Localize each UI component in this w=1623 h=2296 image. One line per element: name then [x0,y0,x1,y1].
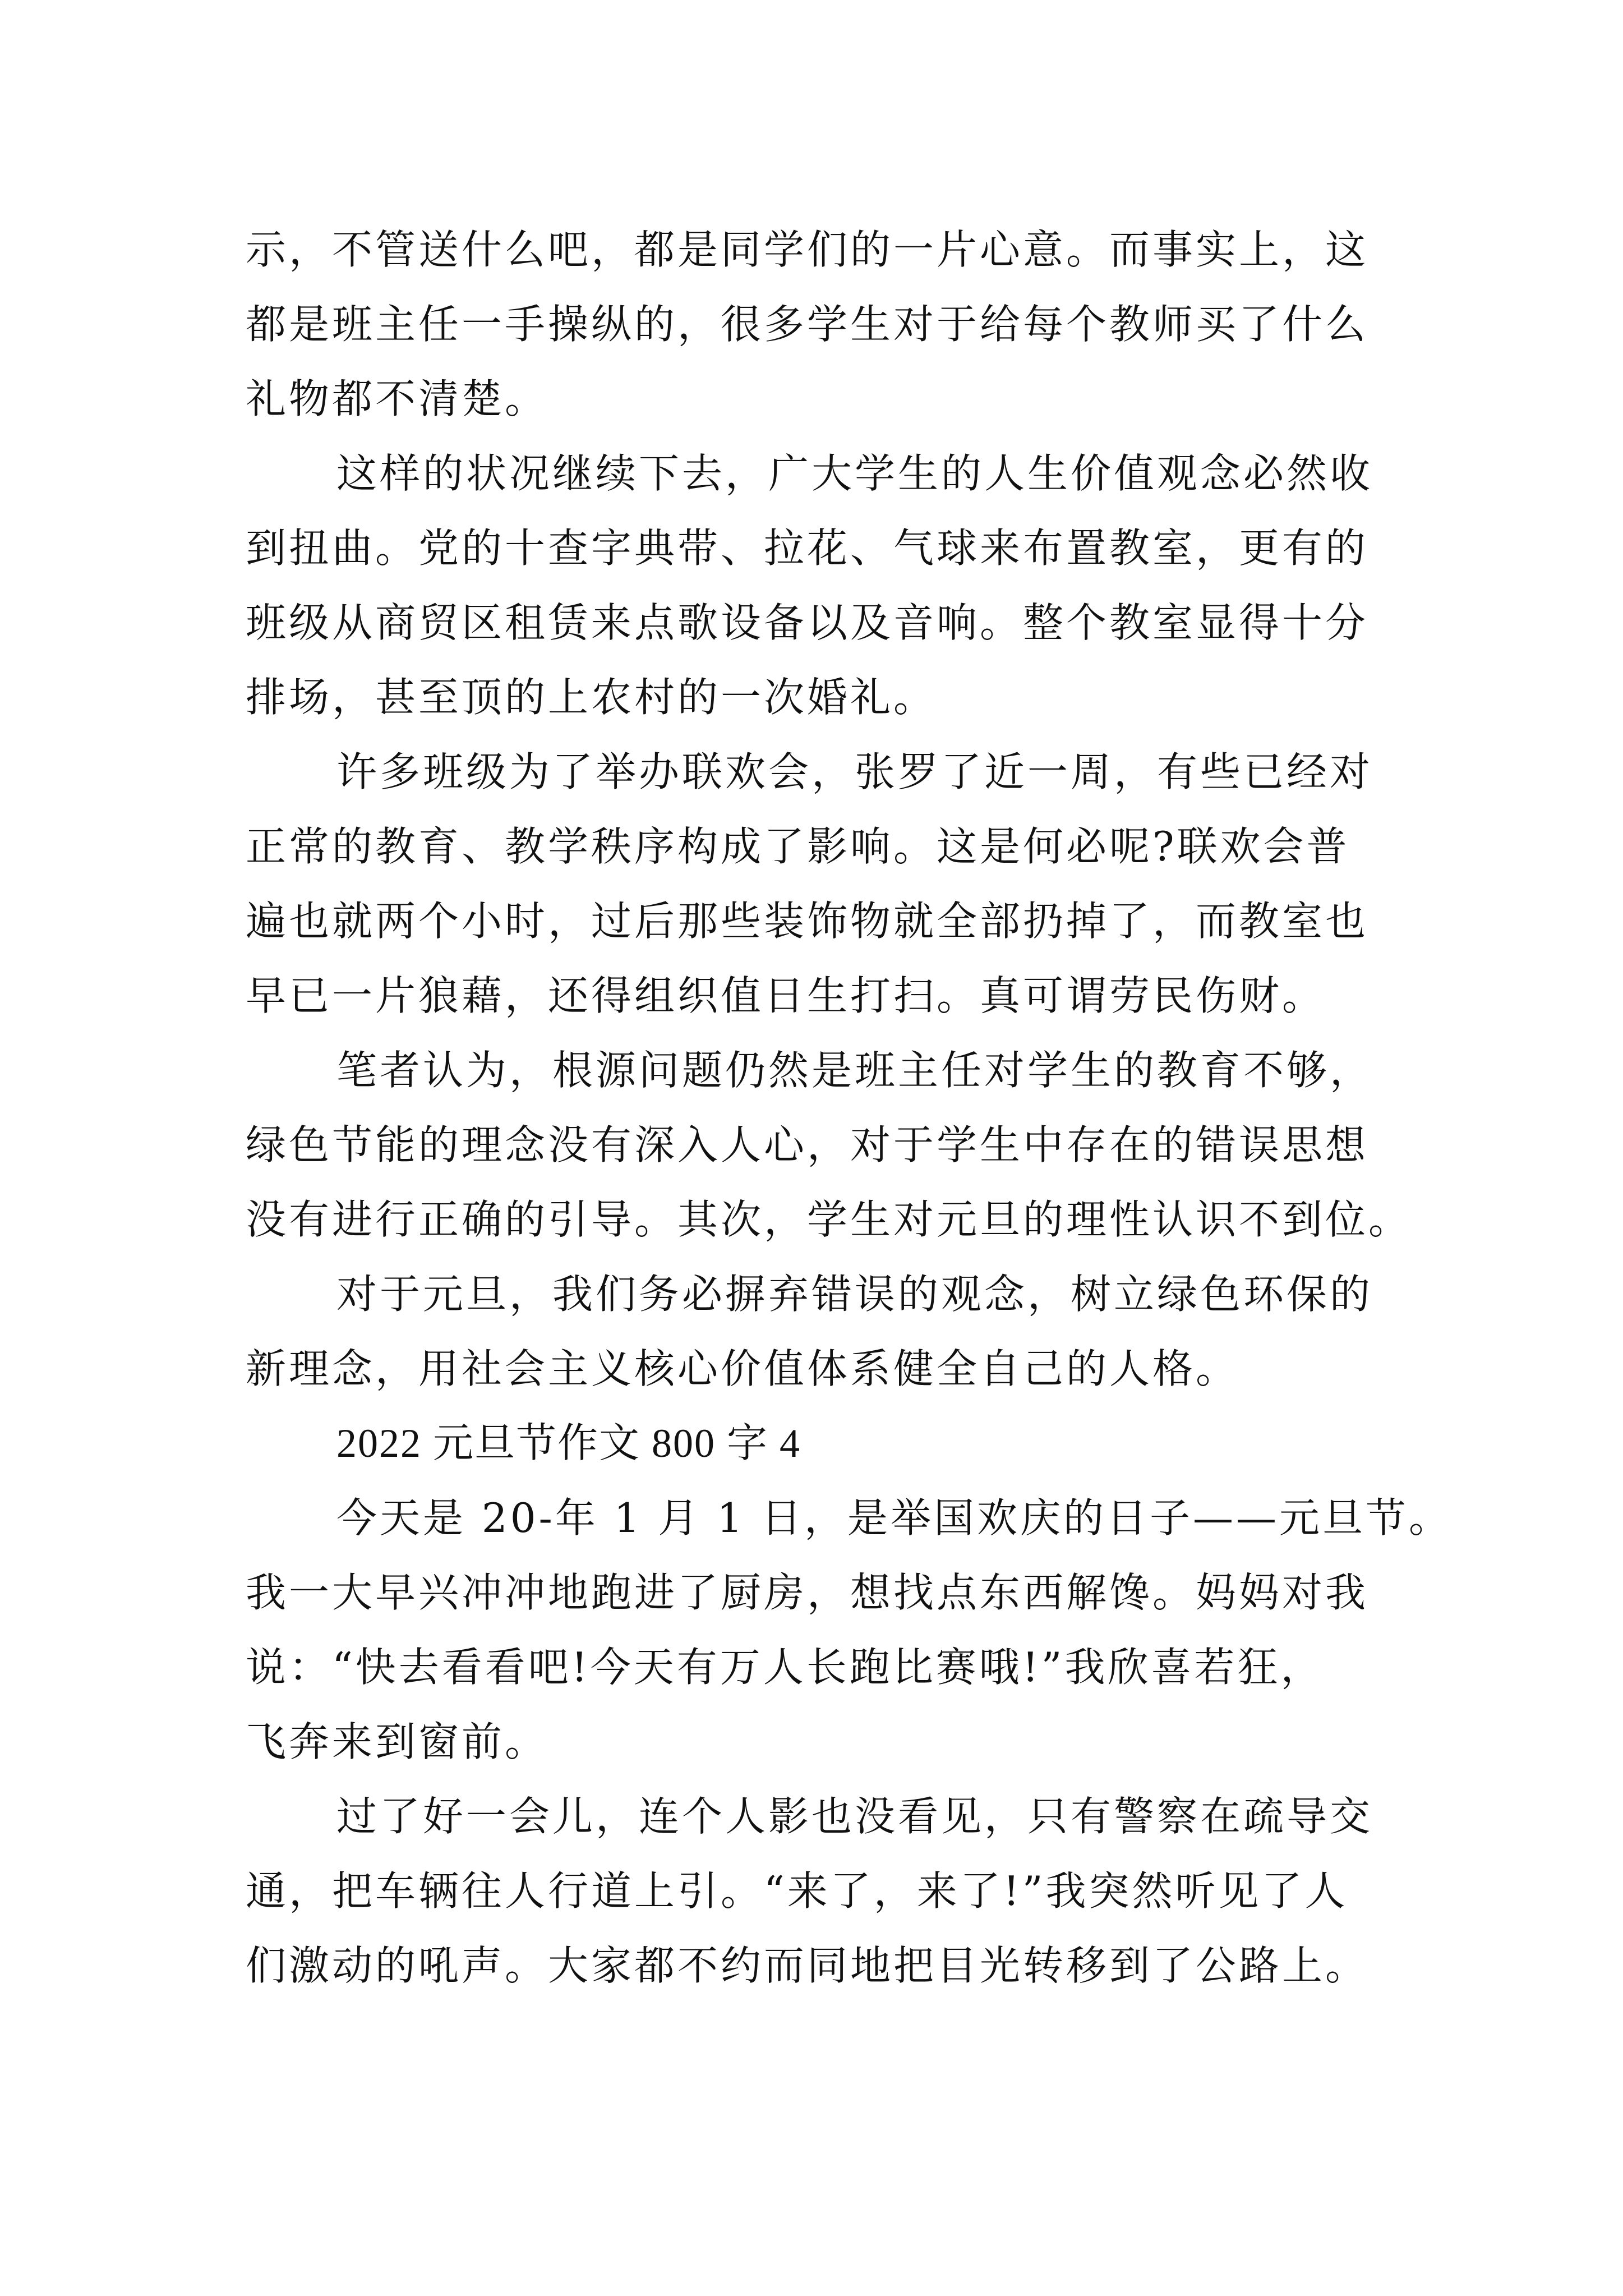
text-line: 早已一片狼藉，还得组织值日生打扫。真可谓劳民伤财。 [246,972,1326,1019]
text-line: 们激动的吼声。大家都不约而同地把目光转移到了公路上。 [246,1942,1369,1989]
paragraph-first-line: 对于元旦，我们务必摒弃错误的观念，树立绿色环保的 [336,1271,1373,1318]
text-line: 礼物都不清楚。 [246,375,548,422]
text-line: 通，把车辆往人行道上引。“来了，来了!”我突然听见了人 [246,1867,1348,1915]
text-line: 遍也就两个小时，过后那些装饰物就全部扔掉了，而教室也 [246,898,1369,945]
section-heading: 2022 元旦节作文 800 字 4 [336,1421,801,1466]
paragraph-first-line: 笔者认为，根源问题仍然是班主任对学生的教育不够， [336,1047,1373,1094]
paragraph-first-line: 今天是 20-年 1 月 1 日，是举国欢庆的日子——元旦节。 [336,1494,1452,1542]
text-line: 说：“快去看看吧!今天有万人长跑比赛哦!”我欣喜若狂， [246,1644,1324,1691]
text-line: 我一大早兴冲冲地跑进了厨房，想找点东西解馋。妈妈对我 [246,1569,1369,1616]
paragraph-first-line: 许多班级为了举办联欢会，张罗了近一周，有些已经对 [336,748,1373,795]
text-line: 新理念，用社会主义核心价值体系健全自己的人格。 [246,1345,1239,1392]
text-line: 到扭曲。党的十查字典带、拉花、气球来布置教室，更有的 [246,524,1369,572]
text-line: 没有进行正确的引导。其次，学生对元旦的理性认识不到位。 [246,1196,1412,1243]
text-line: 示，不管送什么吧，都是同学们的一片心意。而事实上，这 [246,226,1369,273]
text-line: 绿色节能的理念没有深入人心，对于学生中存在的错误思想 [246,1121,1369,1168]
text-line: 班级从商贸区租赁来点歌设备以及音响。整个教室显得十分 [246,599,1369,646]
text-line: 排场，甚至顶的上农村的一次婚礼。 [246,674,937,721]
paragraph-first-line: 这样的状况继续下去，广大学生的人生价值观念必然收 [336,450,1373,497]
text-line: 飞奔来到窗前。 [246,1718,548,1765]
paragraph-first-line: 过了好一会儿，连个人影也没看见，只有警察在疏导交 [336,1793,1373,1840]
text-line: 正常的教育、教学秩序构成了影响。这是何必呢?联欢会普 [246,823,1350,870]
text-line: 都是班主任一手操纵的，很多学生对于给每个教师买了什么 [246,301,1369,348]
